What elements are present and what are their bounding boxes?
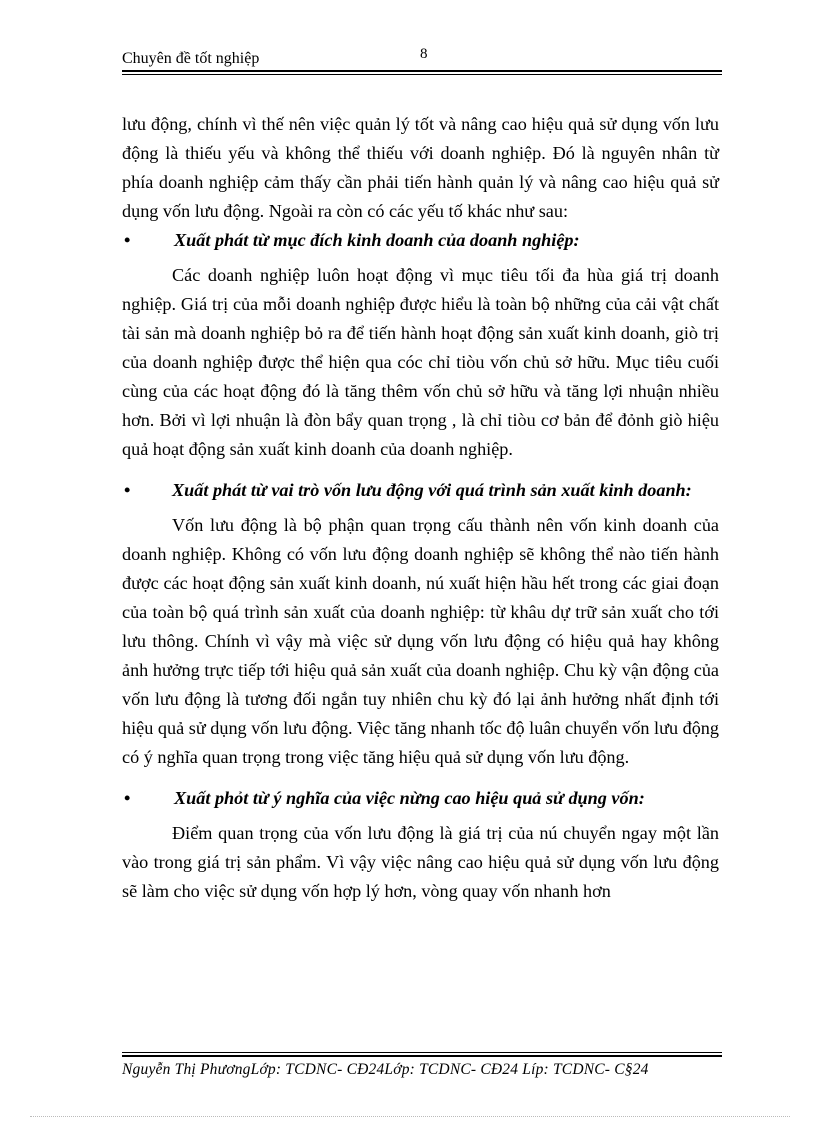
heading-text: Xuất phát từ mục đích kinh doanh của doanh nghiệp: (174, 230, 580, 250)
footer-text: Nguyễn Thị PhươngLớp: TCDNC- CĐ24Lớp: TCDNC- CĐ24 Líp: TCDNC- C§24 (122, 1061, 649, 1078)
page-number: 8 (420, 46, 428, 62)
footer-rule (122, 1055, 722, 1057)
section-heading-working-capital-role (122, 476, 719, 505)
page-body (122, 110, 719, 906)
page-edge-divider (30, 1116, 790, 1117)
bullet-icon: • (124, 480, 131, 500)
header-title: Chuyên đề tốt nghiệp (122, 50, 260, 67)
paragraph-business-purpose: Các doanh nghiệp luôn hoạt động vì mục tiêu tối đa hùa giá trị doanh nghiệp. Giá trị của mỗi doanh nghiệp được hiểu là toàn bộ những của cải vật chất tài sản mà doanh nghiệp bỏ ra để tiến hành hoạt động sản xuất kinh doanh, giò trị của doanh nghiệp được thể hiện qua cóc chỉ tiòu vốn chủ sở hữu. Mục tiêu cuối cùng của các hoạt động đó là tăng thêm vốn chủ sở hữu và tăng lợi nhuận nhiều hơn. Bởi vì lợi nhuận là đòn bẩy quan trọng , là chỉ tiòu cơ bản để đỏnh giò hiệu quả hoạt động sản xuất kinh doanh của doanh nghiệp. (122, 265, 719, 459)
paragraph-efficiency-meaning: Điểm quan trọng của vốn lưu động là giá trị của nú chuyển ngay một lần vào trong giá trị sản phẩm. Vì vậy việc nâng cao hiệu quả sử dụng vốn lưu động sẽ làm cho việc sử dụng vốn hợp lý hơn, vòng quay vốn nhanh hơn (122, 823, 719, 901)
heading-text: Xuất phỏt từ ý nghĩa của việc nừng cao hiệu quả sử dụng vốn: (174, 788, 645, 808)
section-heading-business-purpose (122, 226, 719, 255)
heading-text: Xuất phát từ vai trò vốn lưu động với quá trình sản xuất kinh doanh: (172, 480, 692, 500)
footer-rule-thin (122, 1052, 722, 1053)
bullet-icon: • (124, 230, 131, 250)
page-header (122, 46, 722, 72)
section-heading-efficiency-meaning (122, 784, 719, 813)
header-rule (122, 70, 722, 72)
paragraph-working-capital-role: Vốn lưu động là bộ phận quan trọng cấu thành nên vốn kinh doanh của doanh nghiệp. Không có vốn lưu động doanh nghiệp sẽ không thể nào tiến hành được các hoạt động sản xuất kinh doanh, nú xuất hiện hầu hết trong các giai đoạn của toàn bộ quá trình sản xuất của doanh nghiệp: từ khâu dự trữ sản xuất cho tới lưu thông. Chính vì vậy mà việc sử dụng vốn lưu động có hiệu quả hay không ảnh hưởng trực tiếp tới hiệu quả sản xuất của doanh nghiệp. Chu kỳ vận động của vốn lưu động là tương đối ngắn tuy nhiên chu kỳ đó lại ảnh hưởng nhất định tới hiệu quả sử dụng vốn lưu động. Việc tăng nhanh tốc độ luân chuyển vốn lưu động có ý nghĩa quan trọng trong việc tăng hiệu quả sử dụng vốn lưu động. (122, 515, 719, 767)
paragraph-intro: lưu động, chính vì thế nên việc quản lý tốt và nâng cao hiệu quả sử dụng vốn lưu động là thiếu yếu và không thể thiếu với doanh nghiệp. Đó là nguyên nhân từ phía doanh nghiệp cảm thấy cần phải tiến hành quản lý và nâng cao hiệu quả sử dụng vốn lưu động. Ngoài ra còn có các yếu tố khác như sau: (122, 114, 719, 221)
bullet-icon: • (124, 788, 131, 808)
page-footer (122, 1052, 722, 1079)
header-rule-thin (122, 74, 722, 75)
